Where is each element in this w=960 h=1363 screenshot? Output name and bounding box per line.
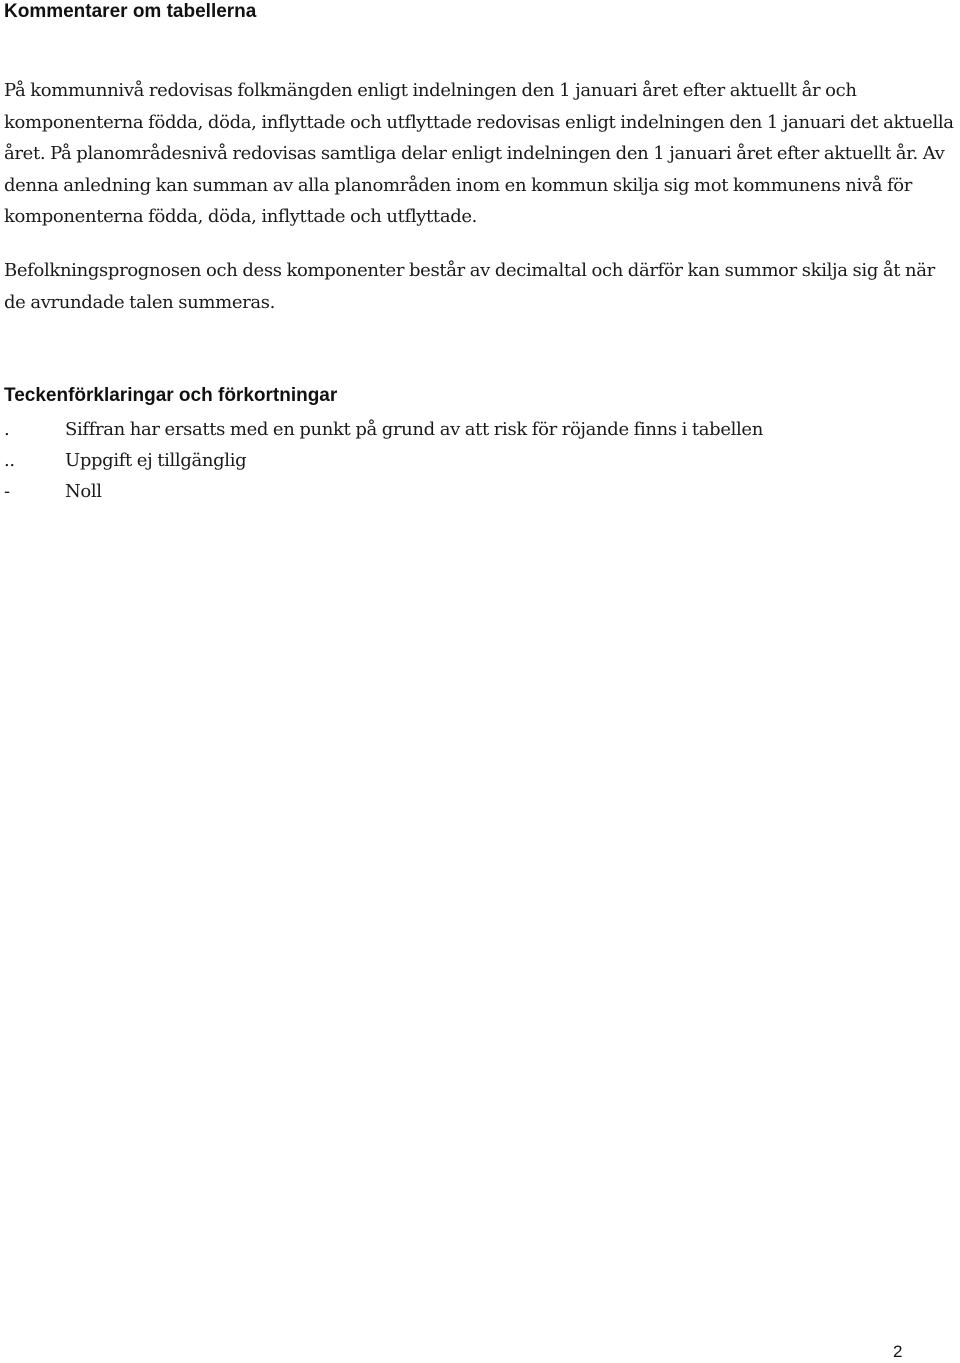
legend-item-unavailable (4, 445, 763, 476)
legend-item-suppressed (4, 414, 763, 445)
page-number: 2 (893, 1342, 903, 1361)
legend-symbol: .. (4, 450, 15, 471)
legend-title: Teckenförklaringar och förkortningar (4, 385, 338, 406)
page-title: Kommentarer om tabellerna (4, 1, 257, 22)
paragraph-kommentar: På kommunnivå redovisas folkmängden enligt indelningen den 1 januari året efter aktuellt år och komponenterna födda, döda, inflyttade och utflyttade redovisas enligt indelningen den 1 januari det aktuella året. På planområdesnivå redovisas samtliga delar enligt indelningen den 1 januari året efter aktuellt år. Av denna anledning kan summan av alla planområden inom en kommun skilja sig mot kommunens nivå för komponenterna födda, döda, inflyttade och utflyttade. (4, 80, 954, 227)
legend-description: Noll (65, 481, 102, 502)
legend-list (4, 414, 763, 507)
legend-description: Siffran har ersatts med en punkt på grund av att risk för röjande finns i tabellen (65, 419, 763, 440)
legend-description: Uppgift ej tillgänglig (65, 450, 247, 471)
paragraph-avrundning: Befolkningsprognosen och dess komponenter består av decimaltal och därför kan summor skilja sig åt när de avrundade talen summeras. (4, 260, 935, 313)
legend-symbol: - (4, 481, 10, 502)
legend-symbol: . (4, 419, 10, 440)
legend-item-zero (4, 476, 763, 507)
